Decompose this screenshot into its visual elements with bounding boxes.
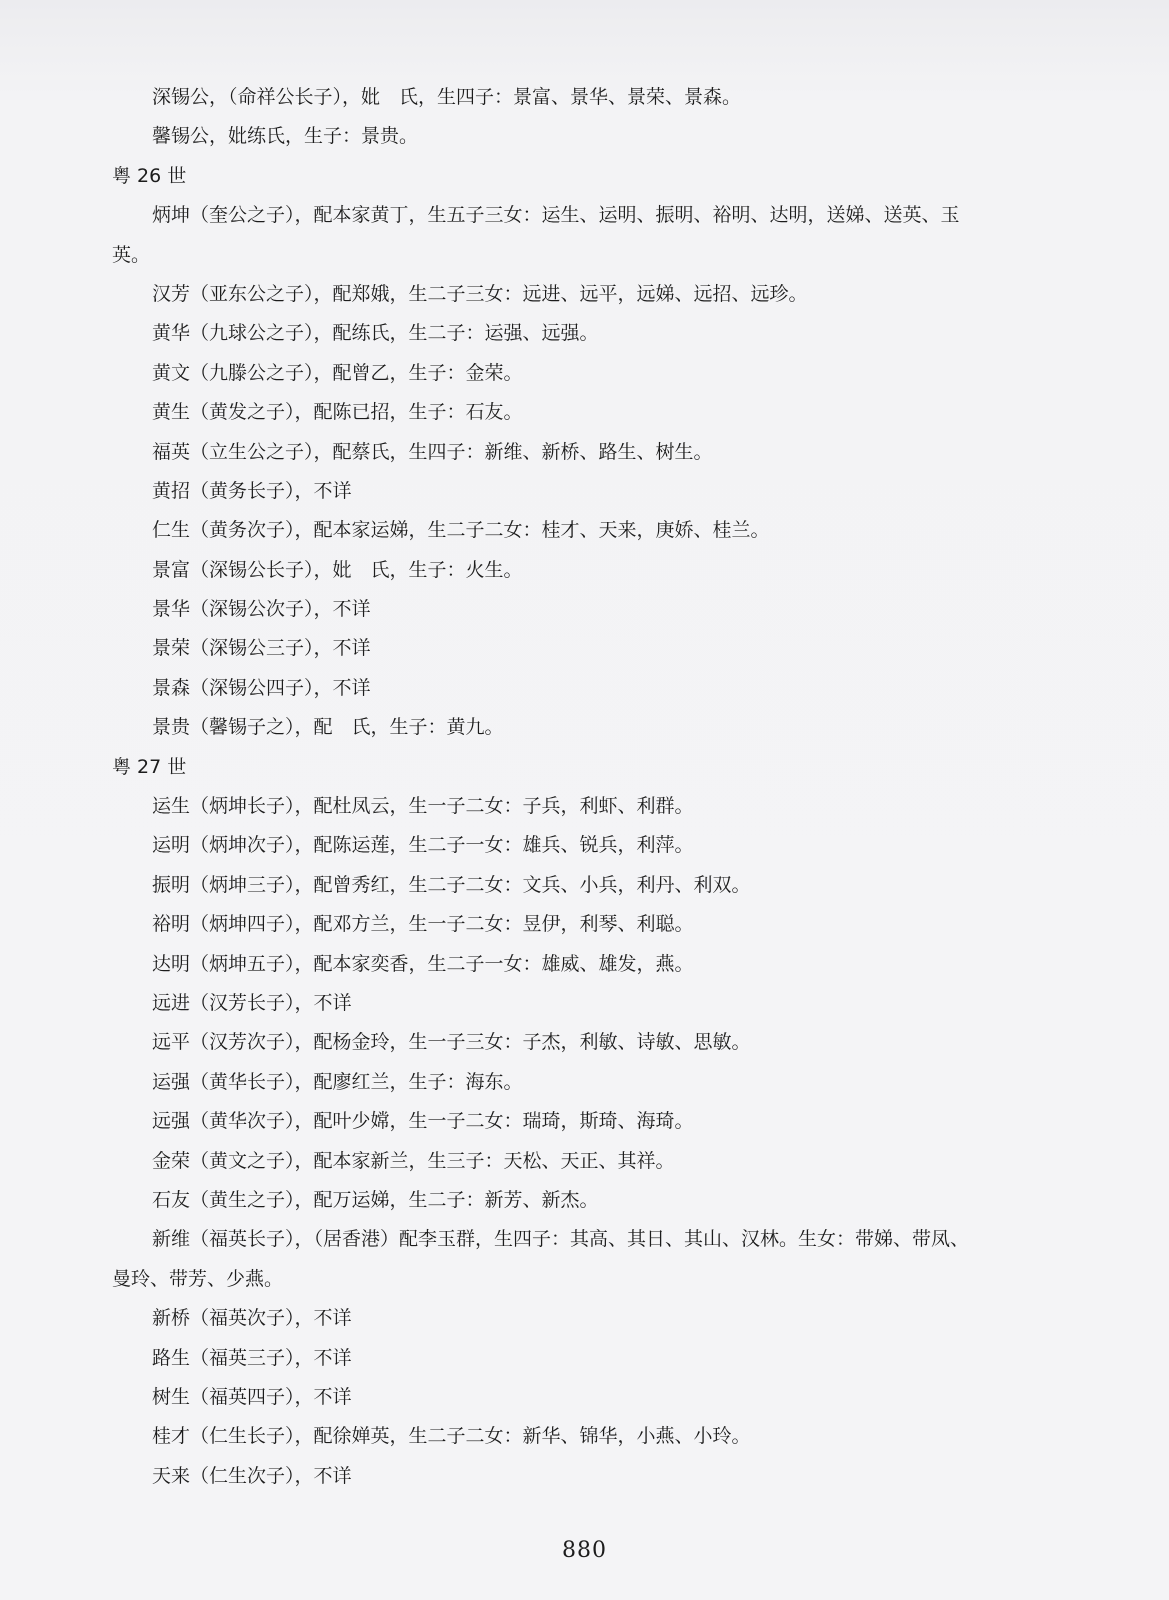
- genealogy-entry: 深锡公，（命祥公长子），妣 氏，生四子：景富、景华、景荣、景森。: [152, 86, 742, 108]
- genealogy-entry: 远平（汉芳次子），配杨金玲，生一子三女：子杰，利敏、诗敏、思敏。: [152, 1031, 751, 1054]
- genealogy-entry: 景森（深锡公四子），不详: [152, 676, 371, 699]
- genealogy-entry: 运强（黄华长子），配廖红兰，生子：海东。: [152, 1070, 523, 1093]
- genealogy-entry: 黄招（黄务长子），不详: [152, 479, 352, 502]
- genealogy-entry-continuation: 曼玲、带芳、少燕。: [112, 1267, 284, 1290]
- genealogy-entry: 裕明（炳坤四子），配邓方兰，生一子二女：昱伊，利琴、利聪。: [152, 913, 694, 936]
- genealogy-entry: 黄文（九滕公之子），配曾乙，生子：金荣。: [152, 361, 523, 384]
- genealogy-text: [112, 84, 1052, 1502]
- genealogy-entry: 远进（汉芳长子），不详: [152, 991, 352, 1014]
- genealogy-entry-continuation: 英。: [112, 243, 151, 266]
- genealogy-entry: 天来（仁生次子），不详: [152, 1464, 352, 1487]
- genealogy-entry: 仁生（黄务次子），配本家运娣，生二子二女：桂才、天来，庚娇、桂兰。: [152, 519, 770, 542]
- genealogy-entry: 远强（黄华次子），配叶少嫦，生一子二女：瑞琦，斯琦、海琦。: [152, 1110, 694, 1133]
- genealogy-entry: 运生（炳坤长子），配杜凤云，生一子二女：子兵，利虾、利群。: [152, 795, 694, 818]
- generation-heading: 粤 26 世: [112, 164, 187, 187]
- genealogy-entry: 振明（炳坤三子），配曾秀红，生二子二女：文兵、小兵，利丹、利双。: [152, 873, 751, 896]
- genealogy-entry: 达明（炳坤五子），配本家奕香，生二子一女：雄威、雄发，燕。: [152, 952, 694, 975]
- genealogy-entry: 路生（福英三子），不详: [152, 1346, 352, 1369]
- genealogy-entry: 汉芳（亚东公之子），配郑娥，生二子三女：远进、远平，远娣、远招、远珍。: [152, 282, 808, 305]
- genealogy-entry: 新维（福英长子），（居香港）配李玉群，生四子：其高、其日、其山、汉林。生女：带娣、带凤、: [152, 1228, 970, 1251]
- genealogy-entry: 金荣（黄文之子），配本家新兰，生三子：天松、天正、其祥。: [152, 1149, 675, 1172]
- genealogy-entry: 黄华（九球公之子），配练氏，生二子：运强、远强。: [152, 322, 599, 345]
- page-number: 880: [562, 1538, 607, 1563]
- genealogy-entry: 景华（深锡公次子），不详: [152, 598, 371, 621]
- genealogy-entry: 桂才（仁生长子），配徐婵英，生二子二女：新华、锦华，小燕、小玲。: [152, 1425, 751, 1448]
- genealogy-entry: 福英（立生公之子），配蔡氏，生四子：新维、新桥、路生、树生。: [152, 440, 713, 463]
- genealogy-entry: 炳坤（奎公之子），配本家黄丁，生五子三女：运生、运明、振明、裕明、达明，送娣、送英、玉: [152, 204, 960, 227]
- genealogy-entry: 景荣（深锡公三子），不详: [152, 637, 371, 660]
- genealogy-entry: 景贵（馨锡子之），配 氏，生子：黄九。: [152, 716, 504, 739]
- genealogy-entry: 馨锡公，妣练氏，生子：景贵。: [152, 125, 419, 148]
- generation-heading: 粤 27 世: [112, 755, 187, 778]
- genealogy-entry: 黄生（黄发之子），配陈已招，生子：石友。: [152, 401, 523, 424]
- genealogy-entry: 新桥（福英次子），不详: [152, 1307, 352, 1330]
- genealogy-entry: 树生（福英四子），不详: [152, 1385, 352, 1408]
- genealogy-entry: 景富（深锡公长子），妣 氏，生子：火生。: [152, 558, 523, 581]
- genealogy-entry: 运明（炳坤次子），配陈运莲，生二子一女：雄兵、锐兵，利萍。: [152, 834, 694, 857]
- genealogy-entry: 石友（黄生之子），配万运娣，生二子：新芳、新杰。: [152, 1188, 599, 1211]
